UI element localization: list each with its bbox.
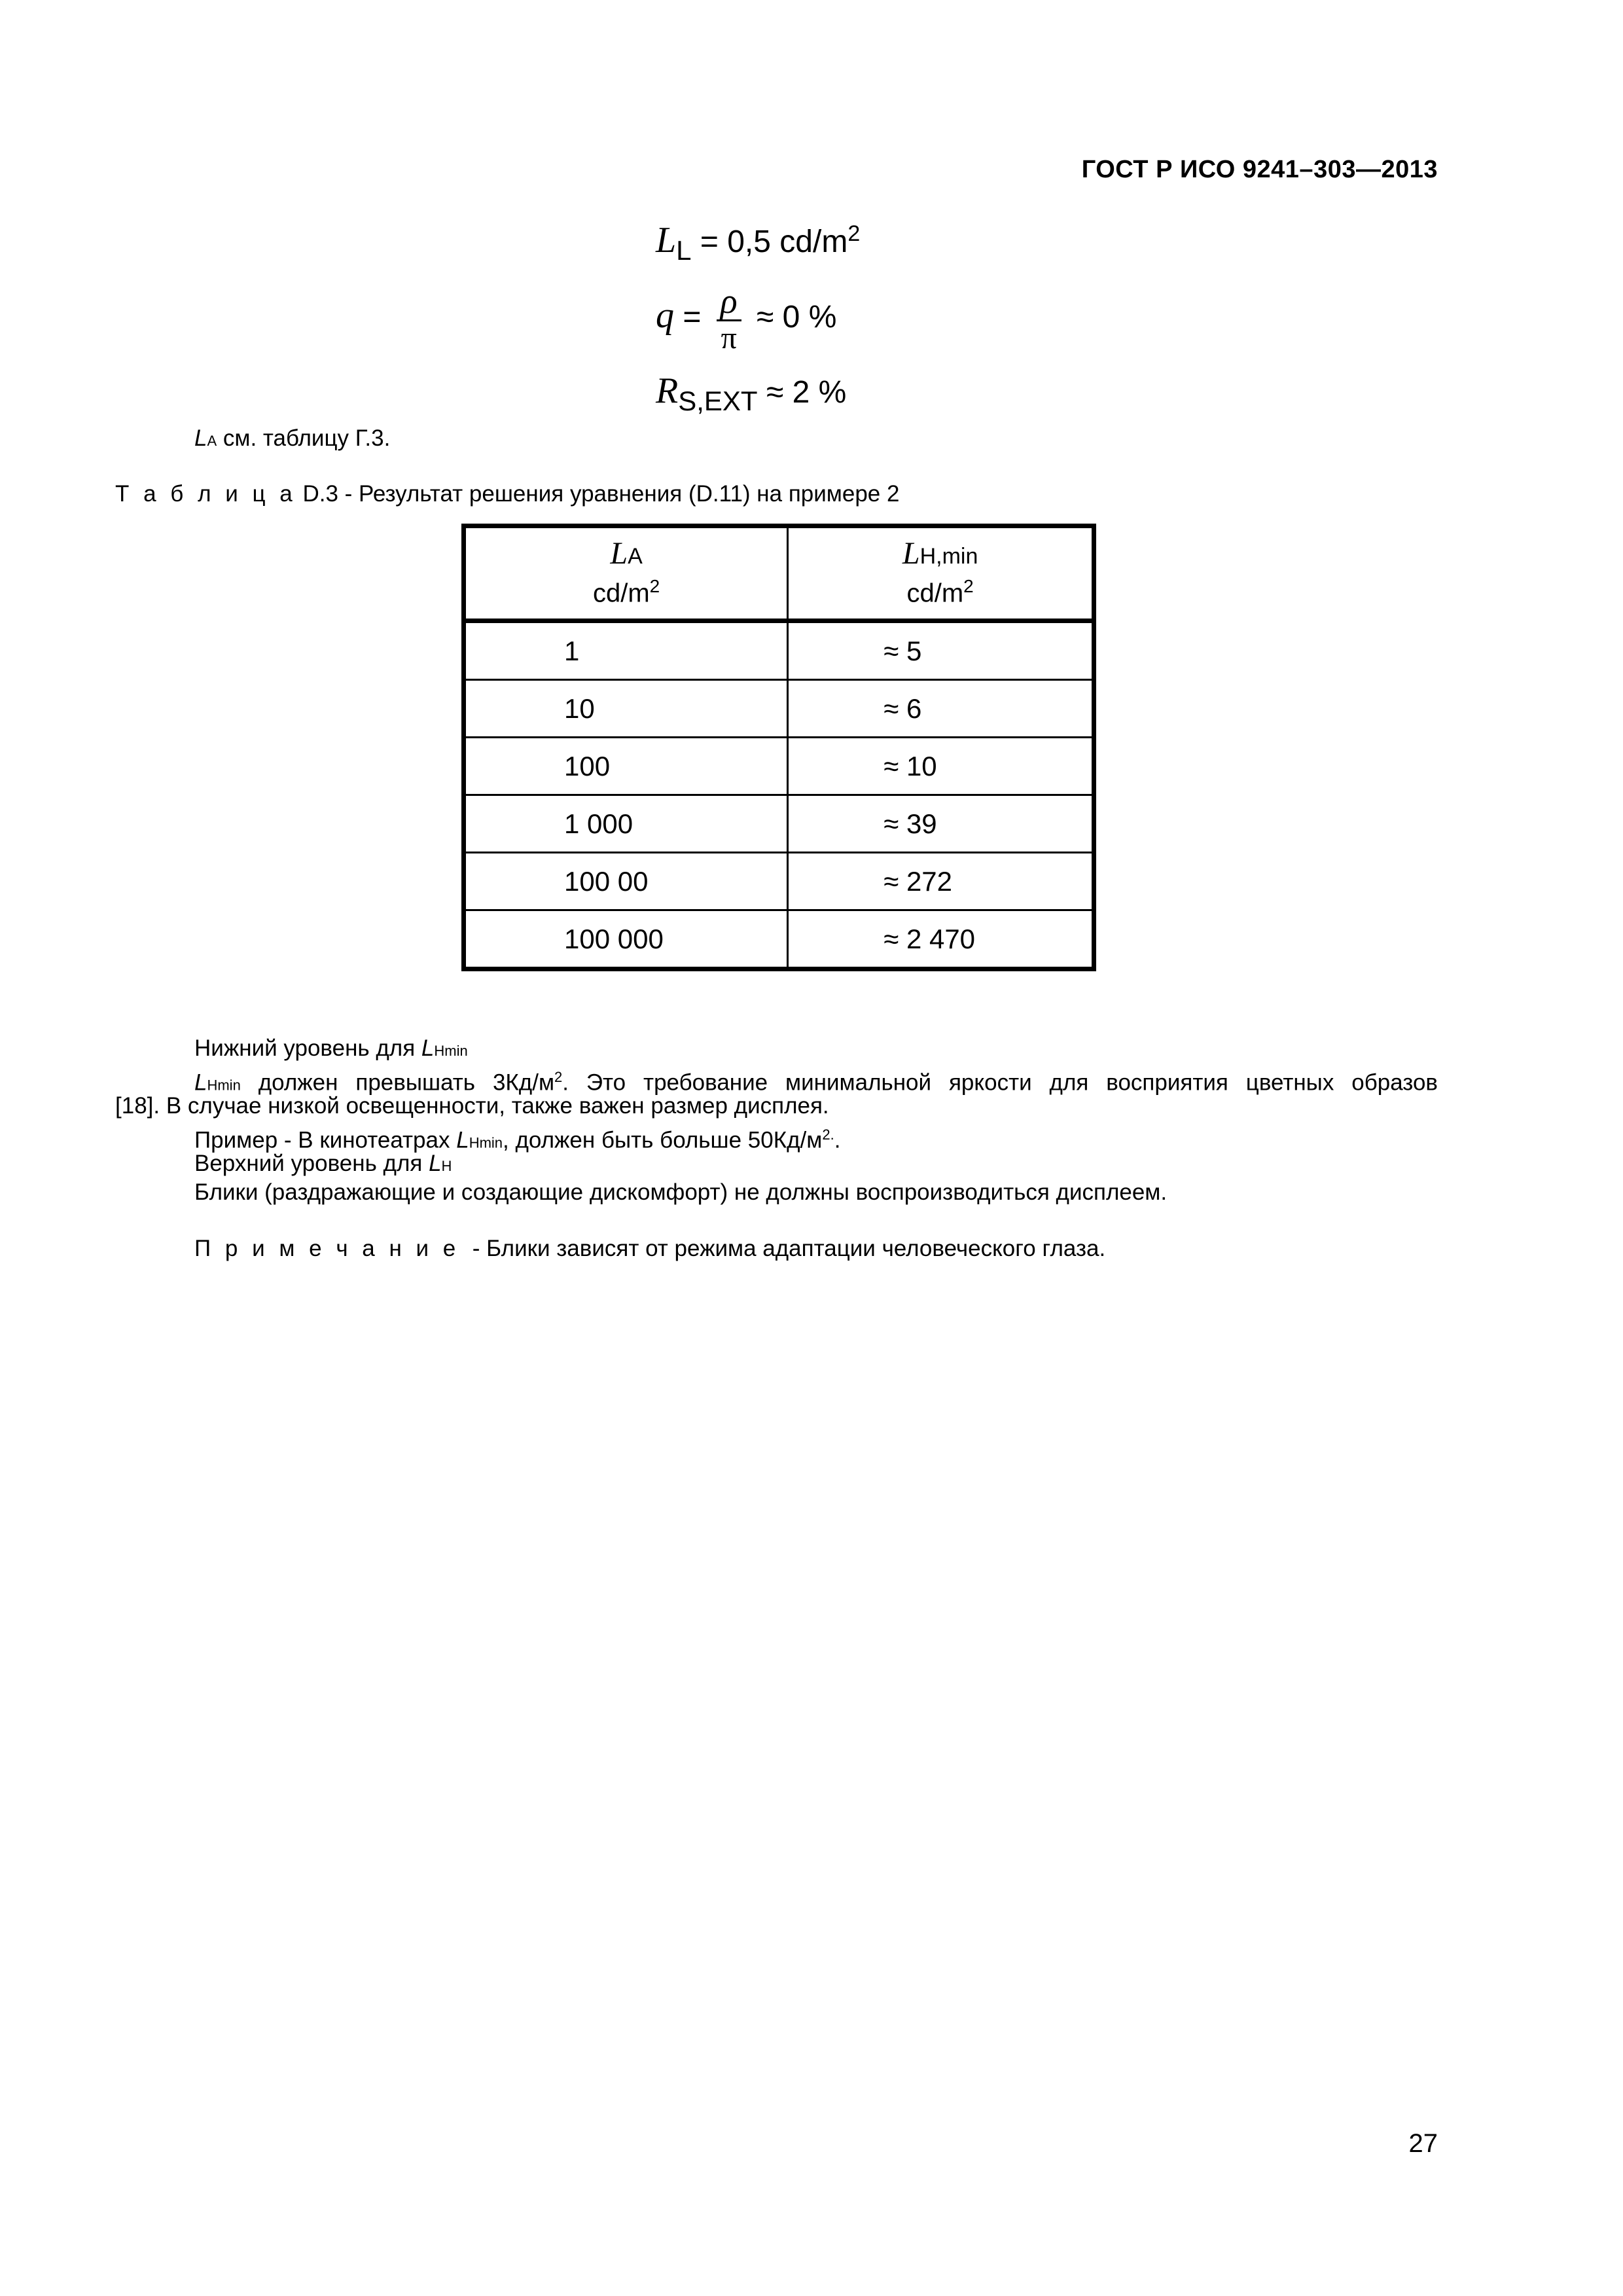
la-reference: LA см. таблицу Г.3. — [194, 425, 391, 451]
formula-q: q = $\frac{\rho}{\pi}$ ≈ 0 % — [656, 281, 837, 355]
paragraph-min-luminance-cont: [18]. В случае низкой освещенности, также важен размер дисплея. — [115, 1093, 829, 1119]
table-row — [464, 795, 1094, 853]
results-table — [461, 524, 1096, 971]
table-caption: Т а б л и ц а D.3 - Результат решения уравнения (D.11) на примере 2 — [115, 481, 900, 507]
upper-level-heading: Верхний уровень для LH — [194, 1151, 452, 1176]
lower-level-heading: Нижний уровень для LHmin — [194, 1035, 468, 1061]
cell-la: 100 — [464, 738, 788, 795]
header-lh-min: LH,min $cd/m^2$ — [788, 526, 1094, 621]
cell-la: 10 — [464, 680, 788, 738]
formula-rs: RS,EXT ≈ 2 % — [656, 370, 847, 416]
note: П р и м е ч а н и е - Блики зависят от режима адаптации человеческого глаза. — [194, 1236, 1106, 1261]
cell-la: 1 000 — [464, 795, 788, 853]
cell-lh: ≈ 2 470 — [788, 910, 1094, 969]
table-row — [464, 738, 1094, 795]
cell-la: 1 — [464, 621, 788, 680]
document-header: ГОСТ Р ИСО 9241–303—2013 — [1081, 156, 1438, 183]
formula-ll: LL = 0,5 $cd/m^2$ — [656, 220, 861, 266]
cinema-example: Пример - В кинотеатрах LHmin, должен быть больше $50Кд/м^{2.}$. — [194, 1126, 841, 1153]
glare-paragraph: Блики (раздражающие и создающие дискомфорт) не должны воспроизводиться дисплеем. — [194, 1179, 1168, 1205]
cell-lh: ≈ 272 — [788, 853, 1094, 910]
table-row — [464, 853, 1094, 910]
header-la: LA $cd/m^2$ — [464, 526, 788, 621]
table-row — [464, 910, 1094, 969]
table-header-row — [464, 526, 1094, 621]
paragraph-min-luminance: LHmin должен превышать $3Кд/м^2$. Это требование минимальной яркости для восприятия цветных образов — [194, 1069, 1438, 1096]
cell-la: 100 00 — [464, 853, 788, 910]
cell-lh: ≈ 39 — [788, 795, 1094, 853]
cell-lh: ≈ 5 — [788, 621, 1094, 680]
fraction: $\frac{\rho}{\pi}$ — [717, 283, 741, 355]
table-row — [464, 680, 1094, 738]
cell-lh: ≈ 6 — [788, 680, 1094, 738]
page-number: 27 — [1408, 2129, 1438, 2158]
cell-lh: ≈ 10 — [788, 738, 1094, 795]
cell-la: 100 000 — [464, 910, 788, 969]
table-row — [464, 621, 1094, 680]
